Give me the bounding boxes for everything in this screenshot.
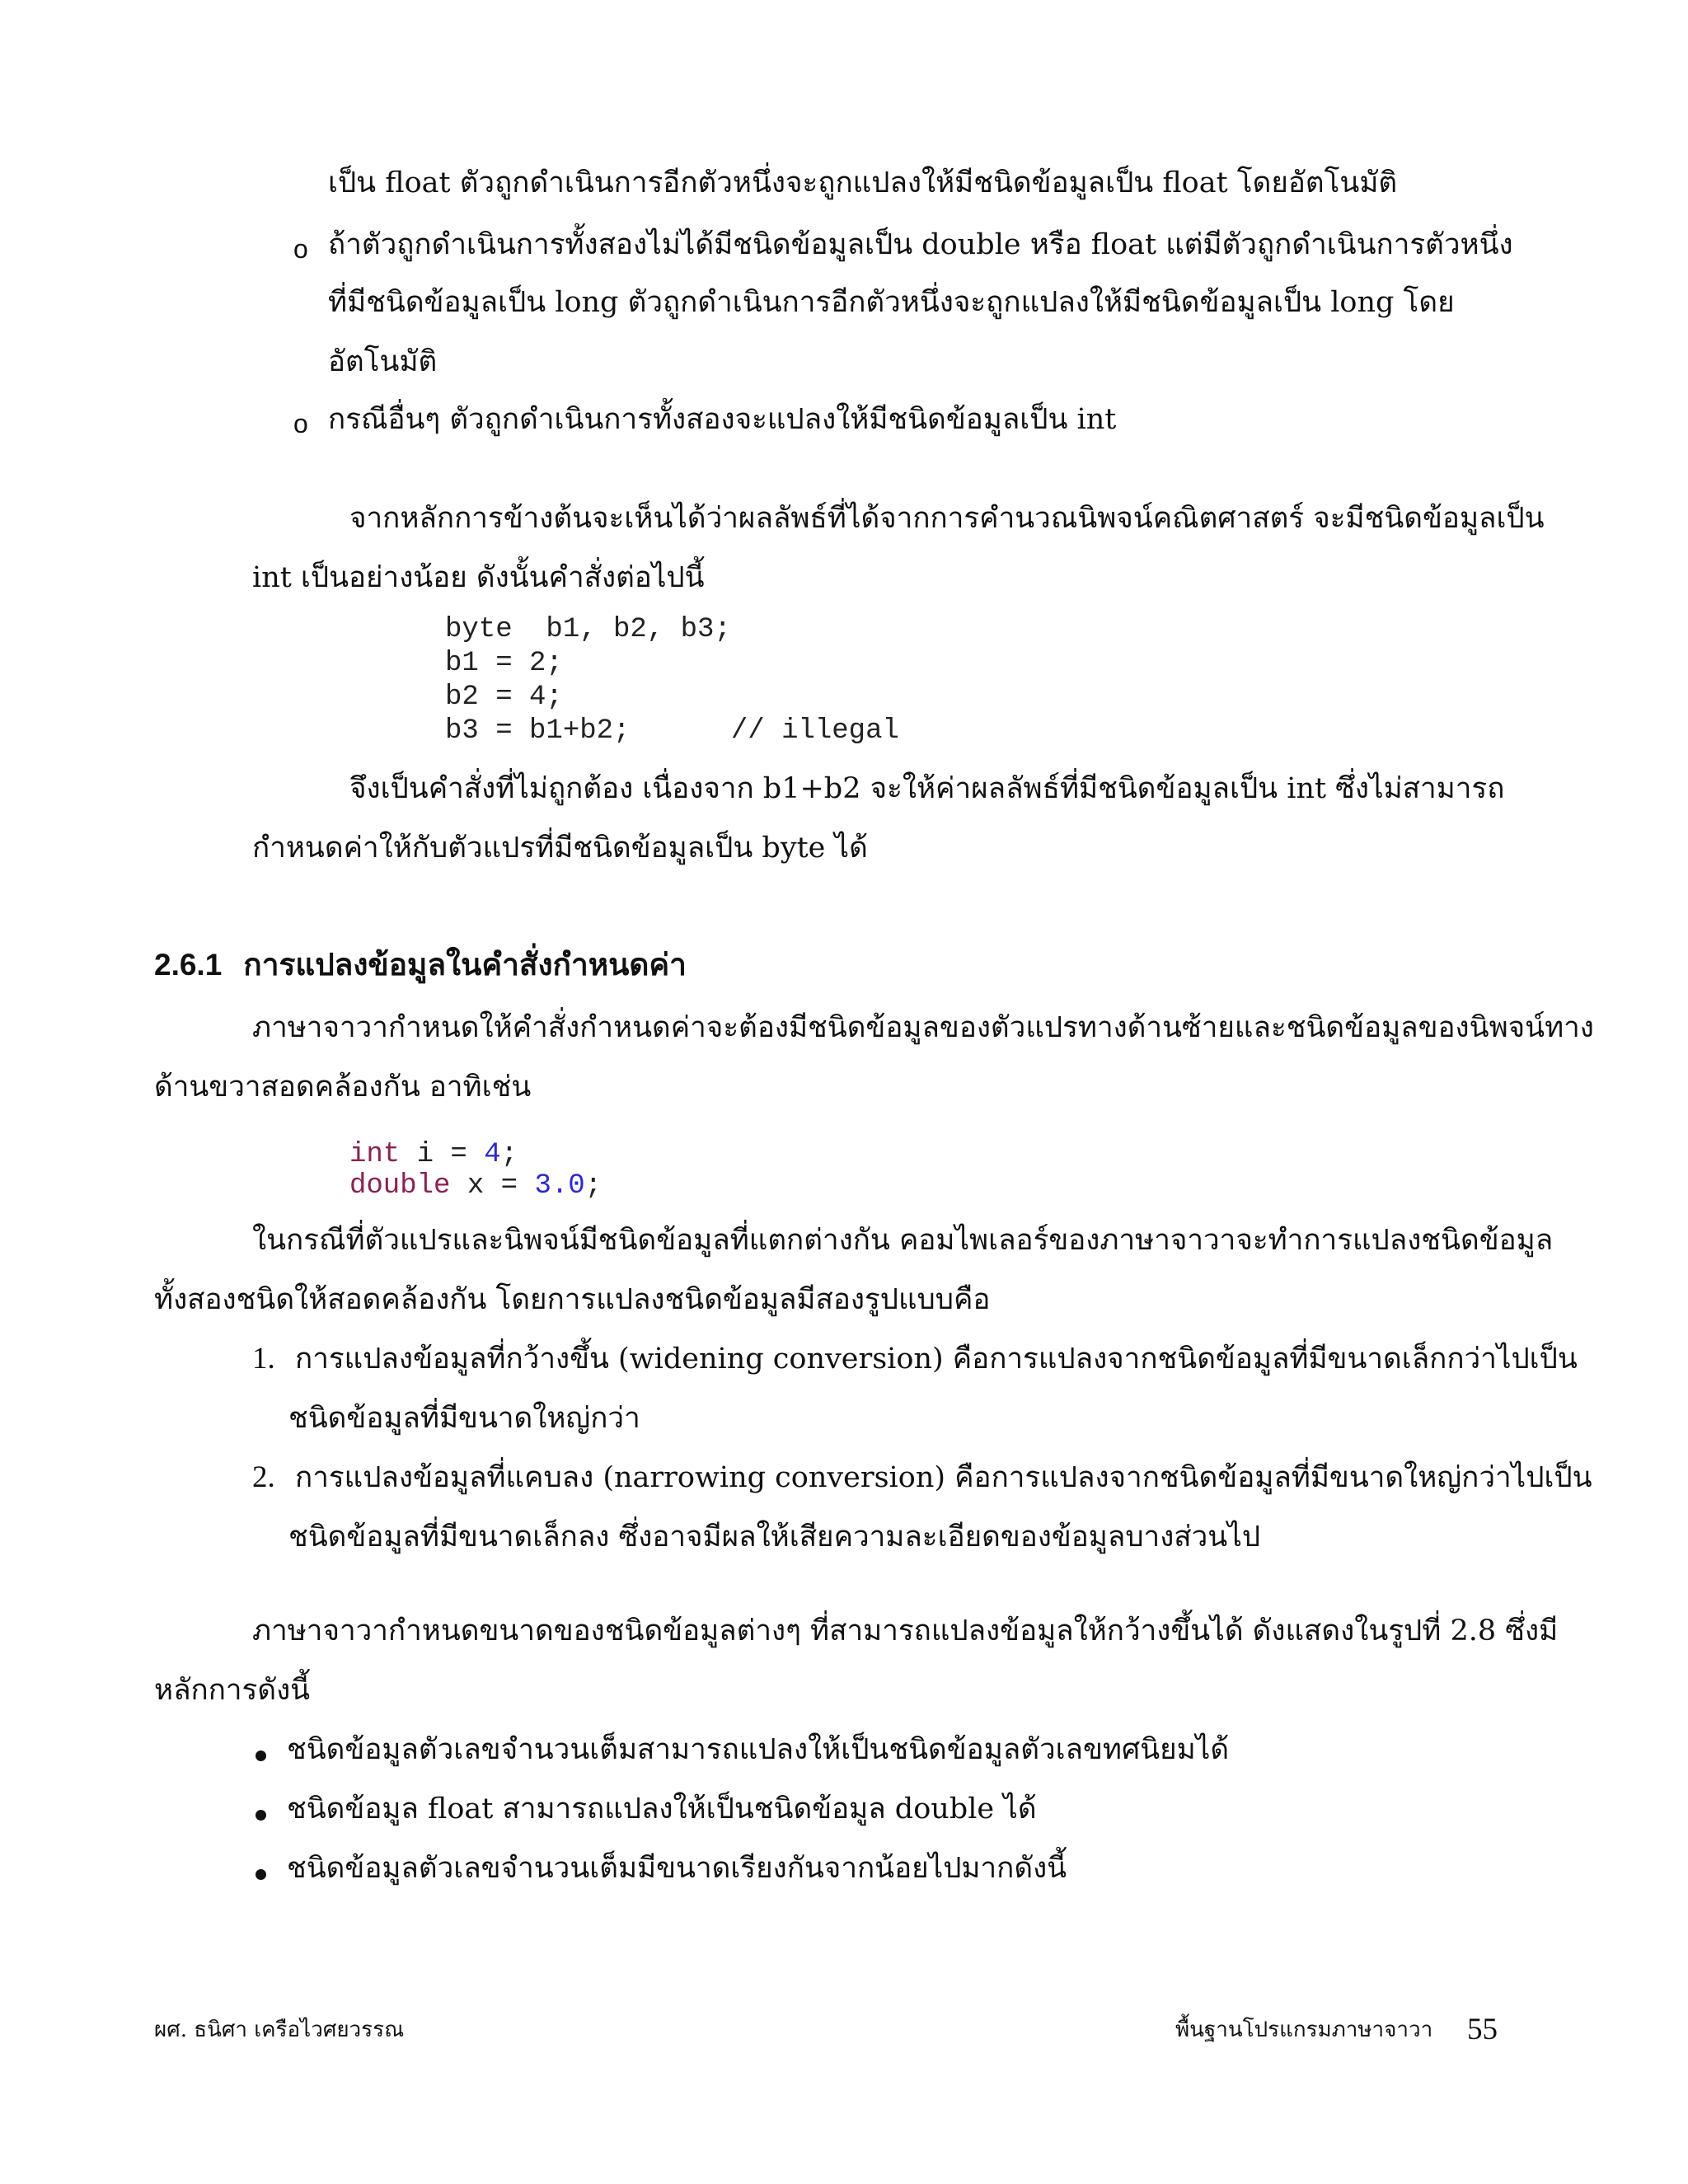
conversion-2-line-2: ชนิดข้อมูลที่มีขนาดเล็กลง ซึ่งอาจมีผลให้เสียความละเอียดของข้อมูลบางส่วนไป [288, 1521, 1261, 1554]
section-heading [154, 949, 687, 980]
code1-line-4: b3 = b1+b2; // illegal [445, 715, 899, 747]
code2-line-1 [349, 1141, 518, 1169]
para3-line-1: ภาษาจาวากำหนดให้คำสั่งกำหนดค่าจะต้องมีชนิดข้อมูลของตัวแปรทางด้านซ้ายและชนิดข้อมูลของนิพจน์ทาง [252, 1011, 1594, 1044]
principle-2: ชนิดข้อมูล float สามารถแปลงให้เป็นชนิดข้อมูล double ได้ [287, 1793, 1037, 1825]
conversion-1-line-2: ชนิดข้อมูลที่มีขนาดใหญ่กว่า [288, 1402, 640, 1435]
code2-number: 4 [484, 1139, 501, 1170]
bullet-dot-icon [256, 1810, 266, 1821]
conversion-1-line-1: การแปลงข้อมูลที่กว้างขึ้น (widening conversion) คือการแปลงจากชนิดข้อมูลที่มีขนาดเล็กกว่าไปเป็น [295, 1343, 1578, 1376]
code2-end: ; [584, 1170, 603, 1202]
code2-keyword: double [349, 1170, 451, 1202]
rule-bullet-2: o [293, 409, 308, 438]
code2-line-2 [349, 1172, 602, 1200]
code2-text: x = [450, 1170, 535, 1202]
para3-line-2: ด้านขวาสอดคล้องกัน อาทิเช่น [154, 1071, 532, 1104]
footer-author: ผศ. ธนิศา เครือไวศยวรรณ [154, 2018, 405, 2042]
code2-text: i = [400, 1139, 485, 1170]
code1-line-3: b2 = 4; [445, 682, 563, 713]
section-number: 2.6.1 [154, 948, 223, 982]
section-title: การแปลงข้อมูลในคำสั่งกำหนดค่า [243, 948, 687, 982]
code2-end: ; [500, 1139, 518, 1170]
rule-1-line-2: ที่มีชนิดข้อมูลเป็น long ตัวถูกดำเนินการอีกตัวหนึ่งจะถูกแปลงให้มีชนิดข้อมูลเป็น long โดย [328, 286, 1455, 319]
para4-line-1: ในกรณีที่ตัวแปรและนิพจน์มีชนิดข้อมูลที่แตกต่างกัน คอมไพเลอร์ของภาษาจาวาจะทำการแปลงชนิดข้อมูล [252, 1224, 1554, 1257]
para4-line-2: ทั้งสองชนิดให้สอดคล้องกัน โดยการแปลงชนิดข้อมูลมีสองรูปแบบคือ [154, 1283, 991, 1316]
footer-book-title: พื้นฐานโปรแกรมภาษาจาวา [1175, 2018, 1433, 2042]
para5-line-2: หลักการดังนี้ [154, 1674, 311, 1707]
principle-1: ชนิดข้อมูลตัวเลขจำนวนเต็มสามารถแปลงให้เป็นชนิดข้อมูลตัวเลขทศนิยมได้ [287, 1733, 1230, 1766]
code2-number: 3.0 [534, 1170, 585, 1202]
page-number: 55 [1467, 2013, 1498, 2046]
para5-line-1: ภาษาจาวากำหนดขนาดของชนิดข้อมูลต่างๆ ที่สามารถแปลงข้อมูลให้กว้างขึ้นได้ ดังแสดงในรูปที่ 2.8 ซึ่งมี [252, 1615, 1559, 1647]
bullet-dot-icon [256, 1869, 266, 1880]
para2-line-2: กำหนดค่าให้กับตัวแปรที่มีชนิดข้อมูลเป็น byte ได้ [252, 832, 868, 865]
code1-line-2: b1 = 2; [445, 648, 563, 679]
para1-line-2: int เป็นอย่างน้อย ดังนั้นคำสั่งต่อไปนี้ [252, 561, 705, 594]
rule-bullet-1: o [293, 234, 308, 264]
para2-line-1: จึงเป็นคำสั่งที่ไม่ถูกต้อง เนื่องจาก b1+b2 จะให้ค่าผลลัพธ์ที่มีชนิดข้อมูลเป็น int ซึ่งไม่สามารถ [349, 772, 1505, 805]
rule-1-line-3: อัตโนมัติ [328, 345, 438, 378]
conversion-number-1: 1. [252, 1342, 275, 1376]
code1-line-1: byte b1, b2, b3; [445, 614, 731, 645]
rule-1-line-1: ถ้าตัวถูกดำเนินการทั้งสองไม่ได้มีชนิดข้อมูลเป็น double หรือ float แต่มีตัวถูกดำเนินการตัวหนึ่ง [328, 228, 1513, 261]
conversion-number-2: 2. [252, 1460, 275, 1494]
principle-3: ชนิดข้อมูลตัวเลขจำนวนเต็มมีขนาดเรียงกันจากน้อยไปมากดังนี้ [287, 1852, 1067, 1885]
conversion-2-line-1: การแปลงข้อมูลที่แคบลง (narrowing conversion) คือการแปลงจากชนิดข้อมูลที่มีขนาดใหญ่กว่าไปเป็น [295, 1461, 1592, 1494]
code2-keyword: int [349, 1139, 401, 1170]
continuation-line: เป็น float ตัวถูกดำเนินการอีกตัวหนึ่งจะถูกแปลงให้มีชนิดข้อมูลเป็น float โดยอัตโนมัติ [328, 166, 1398, 199]
bullet-dot-icon [256, 1750, 266, 1761]
rule-2-line-1: กรณีอื่นๆ ตัวถูกดำเนินการทั้งสองจะแปลงให้มีชนิดข้อมูลเป็น int [328, 403, 1117, 436]
para1-line-1: จากหลักการข้างต้นจะเห็นได้ว่าผลลัพธ์ที่ได้จากการคำนวณนิพจน์คณิตศาสตร์ จะมีชนิดข้อมูลเป็น [349, 502, 1545, 535]
